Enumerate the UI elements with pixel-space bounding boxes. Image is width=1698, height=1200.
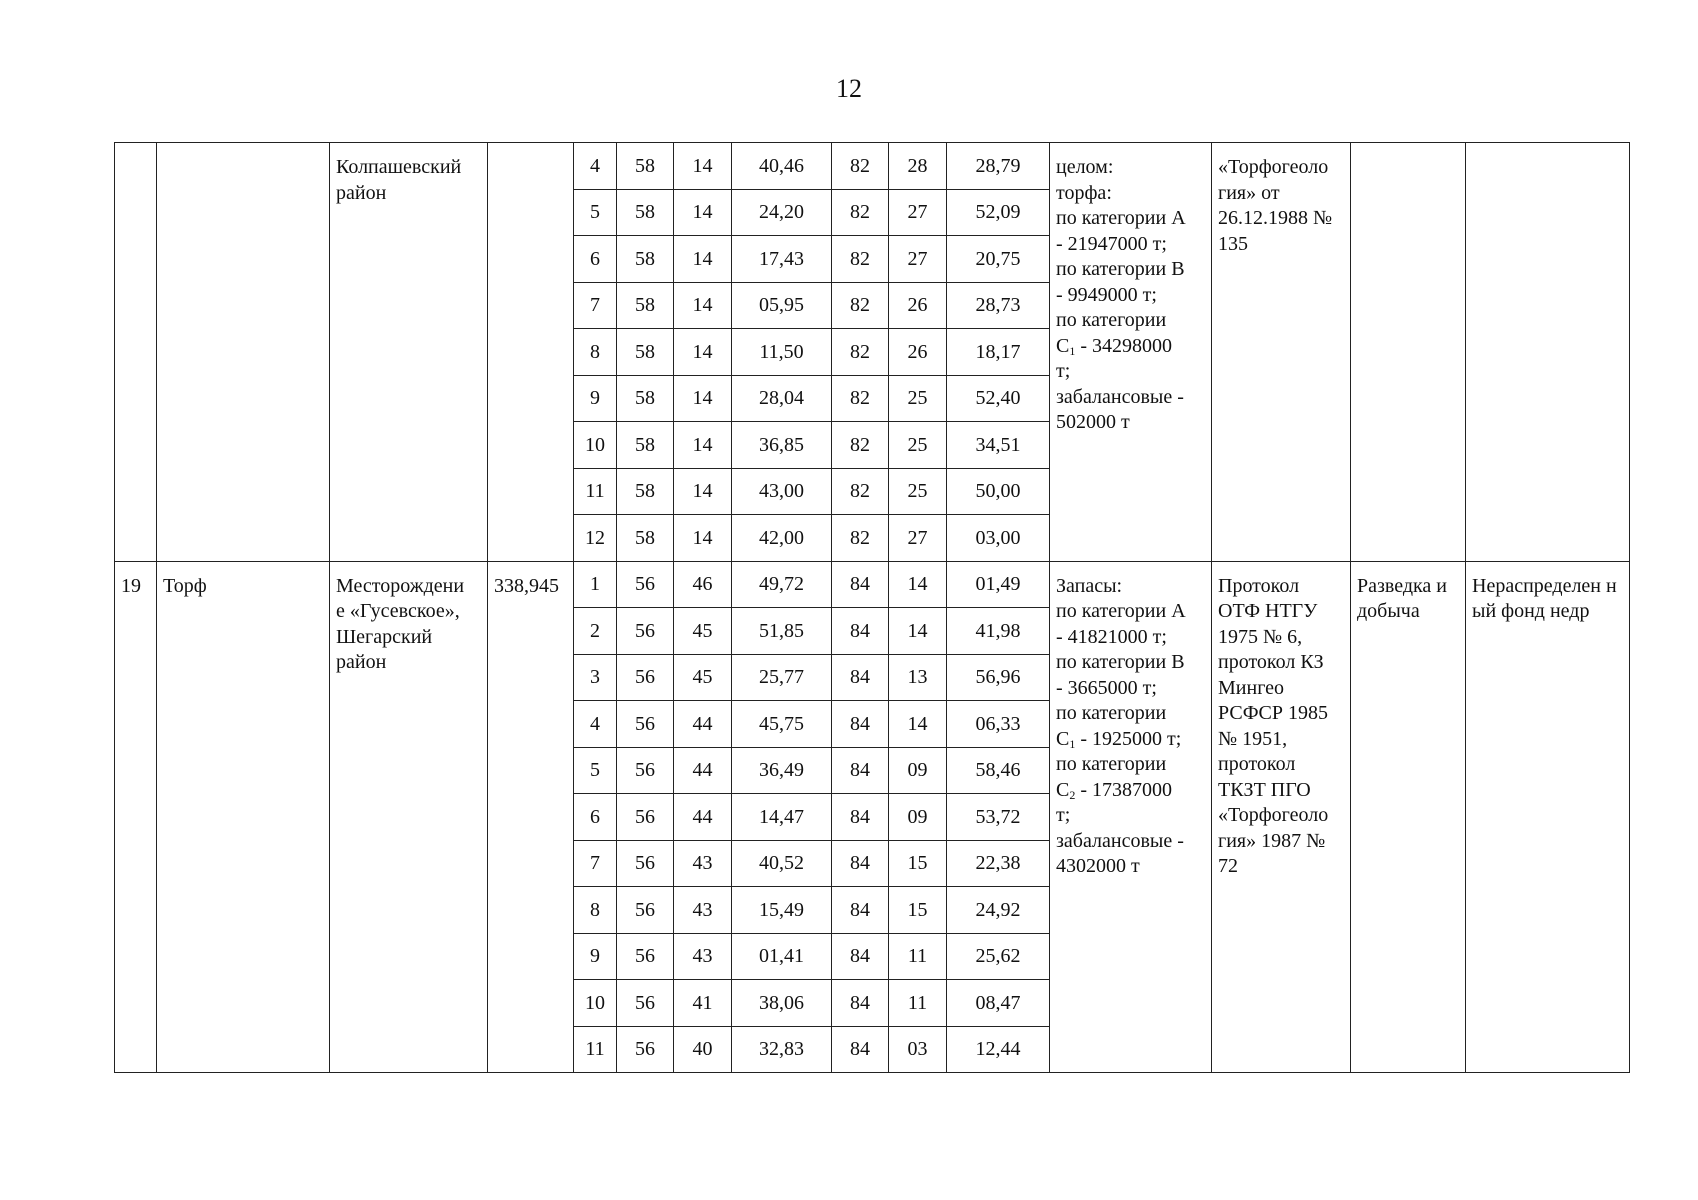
mineral-cell [157, 143, 330, 562]
lon-sec-cell: 34,51 [947, 422, 1050, 469]
point-number-cell: 10 [574, 422, 617, 469]
lat-min-cell: 44 [674, 701, 732, 748]
reserves-line: 4302000 т [1056, 855, 1140, 877]
lon-min-cell: 28 [889, 143, 947, 190]
lon-sec-cell: 22,38 [947, 840, 1050, 887]
lat-sec-cell: 38,06 [732, 980, 832, 1027]
reserves-line: по категории [1056, 309, 1167, 331]
point-number-cell: 5 [574, 747, 617, 794]
reserves-line: по категории В [1056, 651, 1185, 673]
lat-sec-cell: 45,75 [732, 701, 832, 748]
lon-deg-cell: 84 [832, 701, 889, 748]
point-number-cell: 3 [574, 654, 617, 701]
lat-deg-cell: 58 [617, 189, 674, 236]
location-line: Шегарский [336, 625, 433, 648]
point-number-cell: 8 [574, 887, 617, 934]
lon-deg-cell: 82 [832, 282, 889, 329]
lat-min-cell: 14 [674, 189, 732, 236]
point-number-cell: 6 [574, 794, 617, 841]
lon-sec-cell: 20,75 [947, 236, 1050, 283]
lat-min-cell: 43 [674, 933, 732, 980]
lat-min-cell: 45 [674, 608, 732, 655]
reserves-line: по категории А [1056, 207, 1186, 229]
reserves-line: - 21947000 т; [1056, 232, 1167, 255]
lat-deg-cell: 58 [617, 143, 674, 190]
lon-deg-cell: 84 [832, 887, 889, 934]
reserves-line: торфа: [1056, 181, 1112, 204]
reserves-line: т; [1056, 360, 1071, 382]
lat-min-cell: 40 [674, 1026, 732, 1073]
lon-min-cell: 25 [889, 468, 947, 515]
protocol-line: протокол КЗ [1218, 651, 1324, 673]
reserves-line: - 3665000 т; [1056, 676, 1157, 699]
location-line: Колпашевский [336, 156, 462, 178]
lon-sec-cell: 50,00 [947, 468, 1050, 515]
lon-min-cell: 11 [889, 980, 947, 1027]
protocol-cell [1212, 143, 1351, 562]
protocol-line: гия» от [1218, 181, 1280, 204]
lat-deg-cell: 56 [617, 654, 674, 701]
lon-deg-cell: 84 [832, 608, 889, 655]
lon-sec-cell: 53,72 [947, 794, 1050, 841]
lat-deg-cell: 56 [617, 933, 674, 980]
lat-min-cell: 44 [674, 747, 732, 794]
lat-deg-cell: 56 [617, 747, 674, 794]
protocol-line: «Торфогеоло [1218, 156, 1329, 178]
lon-sec-cell: 52,09 [947, 189, 1050, 236]
lat-sec-cell: 51,85 [732, 608, 832, 655]
lon-sec-cell: 56,96 [947, 654, 1050, 701]
lat-deg-cell: 56 [617, 1026, 674, 1073]
lon-deg-cell: 82 [832, 329, 889, 376]
lat-min-cell: 44 [674, 794, 732, 841]
lon-sec-cell: 12,44 [947, 1026, 1050, 1073]
lat-sec-cell: 24,20 [732, 189, 832, 236]
protocol-line: 72 [1218, 855, 1238, 877]
lat-min-cell: 46 [674, 561, 732, 608]
lon-sec-cell: 52,40 [947, 375, 1050, 422]
location-line: район [336, 651, 387, 673]
lon-min-cell: 27 [889, 189, 947, 236]
protocol-line: Мингео [1218, 676, 1285, 699]
protocol-line: 135 [1218, 232, 1248, 255]
reserves-line: $С_1 - 1925000$ т; [1056, 727, 1182, 751]
point-number-cell: 12 [574, 515, 617, 562]
lon-deg-cell: 84 [832, 654, 889, 701]
reserves-line: т; [1056, 804, 1071, 826]
lat-sec-cell: 05,95 [732, 282, 832, 329]
point-number-cell: 10 [574, 980, 617, 1027]
lon-min-cell: 25 [889, 375, 947, 422]
lon-min-cell: 26 [889, 282, 947, 329]
table-row [115, 561, 1630, 608]
protocol-cell [1212, 561, 1351, 1073]
lon-deg-cell: 82 [832, 236, 889, 283]
protocol-line: гия» 1987 № [1218, 829, 1326, 852]
location-cell [330, 561, 488, 1073]
reserves-line: $С_2 - 17387000$ [1056, 778, 1173, 802]
lon-sec-cell: 58,46 [947, 747, 1050, 794]
protocol-line: № 1951, [1218, 727, 1288, 750]
lat-sec-cell: 36,85 [732, 422, 832, 469]
reserves-line: - 9949000 т; [1056, 283, 1157, 306]
point-number-cell: 2 [574, 608, 617, 655]
lat-sec-cell: 17,43 [732, 236, 832, 283]
lat-sec-cell: 28,04 [732, 375, 832, 422]
location-line: район [336, 181, 387, 204]
point-number-cell: 7 [574, 840, 617, 887]
point-number-cell: 4 [574, 143, 617, 190]
lat-sec-cell: 40,46 [732, 143, 832, 190]
lon-sec-cell: 25,62 [947, 933, 1050, 980]
lat-deg-cell: 56 [617, 887, 674, 934]
location-line: е «Гусевское», [336, 600, 460, 622]
lat-min-cell: 43 [674, 887, 732, 934]
lat-sec-cell: 14,47 [732, 794, 832, 841]
lon-sec-cell: 06,33 [947, 701, 1050, 748]
protocol-line: Протокол [1218, 574, 1300, 597]
lon-sec-cell: 41,98 [947, 608, 1050, 655]
lon-deg-cell: 82 [832, 515, 889, 562]
row-number-cell: 19 [115, 561, 157, 1073]
area-cell: 338,945 [488, 561, 574, 1073]
point-number-cell: 5 [574, 189, 617, 236]
lat-min-cell: 14 [674, 468, 732, 515]
lon-deg-cell: 84 [832, 794, 889, 841]
point-number-cell: 9 [574, 375, 617, 422]
reserves-line: целом: [1056, 156, 1114, 178]
lat-sec-cell: 01,41 [732, 933, 832, 980]
lat-deg-cell: 56 [617, 840, 674, 887]
lon-sec-cell: 08,47 [947, 980, 1050, 1027]
lon-sec-cell: 18,17 [947, 329, 1050, 376]
lat-deg-cell: 58 [617, 282, 674, 329]
point-number-cell: 1 [574, 561, 617, 608]
lat-min-cell: 14 [674, 143, 732, 190]
reserves-cell [1050, 143, 1212, 562]
lon-deg-cell: 82 [832, 468, 889, 515]
lat-sec-cell: 43,00 [732, 468, 832, 515]
deposits-table [114, 142, 1630, 1073]
lon-sec-cell: 28,79 [947, 143, 1050, 190]
purpose-cell: Разведка и добыча [1351, 561, 1466, 1073]
lat-min-cell: 14 [674, 329, 732, 376]
area-cell [488, 143, 574, 562]
reserves-cell [1050, 561, 1212, 1073]
lat-deg-cell: 56 [617, 701, 674, 748]
lat-sec-cell: 42,00 [732, 515, 832, 562]
reserves-line: Запасы: [1056, 574, 1123, 597]
location-cell [330, 143, 488, 562]
reserves-line: по категории [1056, 702, 1167, 724]
point-number-cell: 4 [574, 701, 617, 748]
reserves-line: забалансовые - [1056, 829, 1184, 852]
lon-min-cell: 27 [889, 236, 947, 283]
protocol-line: «Торфогеоло [1218, 804, 1329, 826]
lon-deg-cell: 84 [832, 840, 889, 887]
lon-deg-cell: 84 [832, 933, 889, 980]
page-number: 12 [836, 74, 862, 103]
row-number-cell [115, 143, 157, 562]
protocol-line: 1975 № 6, [1218, 625, 1303, 648]
lon-min-cell: 11 [889, 933, 947, 980]
lat-min-cell: 14 [674, 422, 732, 469]
lat-deg-cell: 58 [617, 329, 674, 376]
lat-deg-cell: 58 [617, 422, 674, 469]
lon-deg-cell: 82 [832, 375, 889, 422]
lat-min-cell: 14 [674, 375, 732, 422]
lon-deg-cell: 84 [832, 561, 889, 608]
point-number-cell: 6 [574, 236, 617, 283]
point-number-cell: 11 [574, 1026, 617, 1073]
lat-min-cell: 41 [674, 980, 732, 1027]
point-number-cell: 9 [574, 933, 617, 980]
reserves-line: по категории А [1056, 600, 1186, 622]
fund-cell [1466, 143, 1630, 562]
mineral-cell: Торф [157, 561, 330, 1073]
lon-sec-cell: 24,92 [947, 887, 1050, 934]
lon-deg-cell: 84 [832, 747, 889, 794]
lon-min-cell: 14 [889, 701, 947, 748]
lon-min-cell: 25 [889, 422, 947, 469]
lon-deg-cell: 82 [832, 143, 889, 190]
lon-min-cell: 03 [889, 1026, 947, 1073]
lat-deg-cell: 58 [617, 236, 674, 283]
point-number-cell: 7 [574, 282, 617, 329]
lon-min-cell: 09 [889, 747, 947, 794]
fund-cell: Нераспределен ный фонд недр [1466, 561, 1630, 1073]
table-row [115, 143, 1630, 190]
lat-sec-cell: 36,49 [732, 747, 832, 794]
lat-min-cell: 43 [674, 840, 732, 887]
lat-sec-cell: 32,83 [732, 1026, 832, 1073]
lon-min-cell: 14 [889, 608, 947, 655]
lat-deg-cell: 58 [617, 375, 674, 422]
lon-deg-cell: 82 [832, 422, 889, 469]
lon-sec-cell: 03,00 [947, 515, 1050, 562]
reserves-line: по категории [1056, 753, 1167, 775]
lat-sec-cell: 11,50 [732, 329, 832, 376]
reserves-line: $С_1 - 34298000$ [1056, 334, 1173, 358]
location-line: Месторождени [336, 574, 465, 597]
lat-deg-cell: 58 [617, 468, 674, 515]
point-number-cell: 11 [574, 468, 617, 515]
lat-min-cell: 14 [674, 515, 732, 562]
lon-deg-cell: 84 [832, 1026, 889, 1073]
lon-min-cell: 15 [889, 887, 947, 934]
reserves-line: забалансовые - [1056, 385, 1184, 408]
lat-deg-cell: 56 [617, 794, 674, 841]
protocol-line: ОТФ НТГУ [1218, 600, 1318, 622]
lat-deg-cell: 56 [617, 980, 674, 1027]
lat-deg-cell: 56 [617, 561, 674, 608]
lon-deg-cell: 84 [832, 980, 889, 1027]
lon-sec-cell: 01,49 [947, 561, 1050, 608]
reserves-line: - 41821000 т; [1056, 625, 1167, 648]
lat-min-cell: 14 [674, 236, 732, 283]
purpose-cell [1351, 143, 1466, 562]
protocol-line: РСФСР 1985 [1218, 702, 1328, 724]
protocol-line: протокол [1218, 753, 1296, 775]
lon-sec-cell: 28,73 [947, 282, 1050, 329]
protocol-line: 26.12.1988 № [1218, 207, 1333, 229]
lat-min-cell: 45 [674, 654, 732, 701]
lat-sec-cell: 40,52 [732, 840, 832, 887]
lon-min-cell: 14 [889, 561, 947, 608]
lat-sec-cell: 25,77 [732, 654, 832, 701]
point-number-cell: 8 [574, 329, 617, 376]
lon-deg-cell: 82 [832, 189, 889, 236]
lat-sec-cell: 15,49 [732, 887, 832, 934]
lon-min-cell: 27 [889, 515, 947, 562]
lat-deg-cell: 56 [617, 608, 674, 655]
lat-deg-cell: 58 [617, 515, 674, 562]
lon-min-cell: 09 [889, 794, 947, 841]
lon-min-cell: 26 [889, 329, 947, 376]
lat-min-cell: 14 [674, 282, 732, 329]
lat-sec-cell: 49,72 [732, 561, 832, 608]
protocol-line: ТКЗТ ПГО [1218, 778, 1311, 801]
lon-min-cell: 13 [889, 654, 947, 701]
reserves-line: 502000 т [1056, 411, 1130, 433]
lon-min-cell: 15 [889, 840, 947, 887]
reserves-line: по категории В [1056, 258, 1185, 280]
